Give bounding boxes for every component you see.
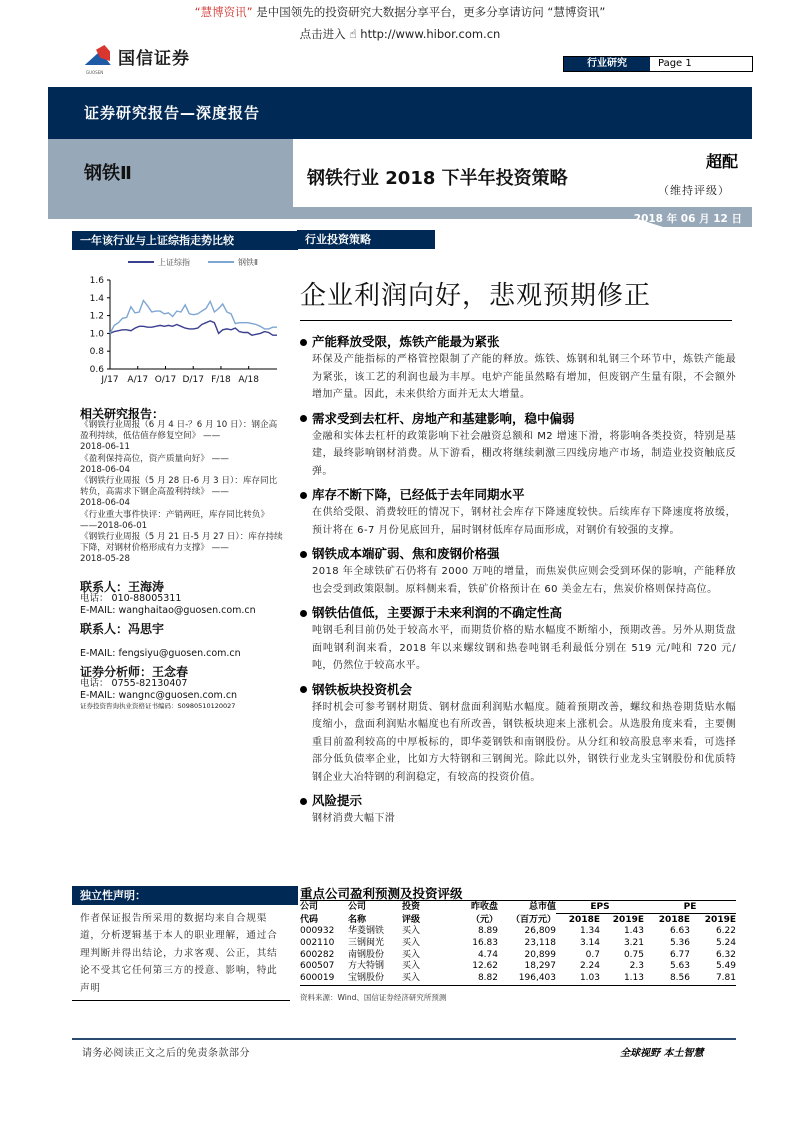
independence-text: 作者保证报告所采用的数据均来自合规渠道，分析逻辑基于本人的职业理解，通过合理判断并得出结论，力求客观、公正，其结论不受其它任何第三方的授意、影响，特此声明 [80, 913, 278, 994]
related-report[interactable]: 《钢铁行业周报（5 月 21 日-5 月 27 日）：库存持续下降，对钢材价格形成有力支撑》 —— 2018-05-28 [80, 532, 283, 565]
analyst-name: 证券分析师：王念春 [80, 665, 189, 680]
report-title: 钢铁行业 2018 下半年投资策略 [307, 168, 568, 189]
bullet-icon [300, 415, 307, 422]
pointer-hand-icon: ☝ [349, 27, 357, 41]
svg-text:0.8: 0.8 [89, 347, 104, 358]
key-point: 钢铁成本端矿弱、焦和废钢价格强 2018 年全球铁矿石仍将有 2000 万吨的增量，而焦炭供应则会受到环保的影响，产能释放也会受到政策限制。原料侧来看，铁矿价格预计在 60 美金左右，焦炭价格则保持高位。 [300, 545, 736, 598]
rating-note: （维持评级） [658, 184, 730, 197]
analyst-email[interactable]: E-MAIL: wangnc@guosen.com.cn [80, 689, 238, 701]
table-row: 000932 华菱钢铁 买入 8.89 26,809 1.34 1.43 6.63 6.22 [300, 926, 736, 936]
footer-slogan: 全球视野 本土智慧 [620, 1048, 704, 1059]
bullet-icon [300, 551, 307, 558]
contact-name: 联系人：王海涛 [80, 580, 165, 594]
key-point: 钢铁估值低，主要源于未来利润的不确定性高 吨钢毛利目前仍处于较高水平，而期货价格的贴水幅度不断缩小，预期改善。另外从期货盘面吨钢利润来看，2018 年以来螺纹钢和热卷吨钢毛利最低分别在 519 元/吨和 720 元/吨，仍然位于较高水平。 [300, 604, 736, 675]
table-title: 重点公司盈利预测及投资评级 [300, 886, 463, 901]
bullet-icon [300, 798, 307, 805]
promo-brand[interactable]: “慧博资讯” [194, 5, 253, 19]
svg-text:1.6: 1.6 [89, 276, 104, 286]
svg-text:J/17: J/17 [101, 375, 119, 385]
bullet-icon [300, 686, 307, 693]
trend-chart [72, 252, 290, 392]
guosen-logo-icon [86, 45, 112, 69]
footer-disclaimer: 请务必阅读正文之后的免责条款部分 [82, 1048, 250, 1059]
industry-panel [48, 139, 293, 207]
forecast-table: 公司 公司 投资 昨收盘 总市值 EPS PE 代码 名称 评级 （元） （百万元） 2018E 2019E 2018E 2019E 000932 华菱钢铁 买入 8.89 26,809 1.34 1.43 6.63 6.22 002110 三钢闽光 买入 16.83 23,118 3.14 3.21 5.36 5.24 600282 南钢股份 买入 4.74 20,899 0.7 0.75 6.77 6.32 600507 方大特钢 买入 12.62 18,297 2.24 2.3 5.63 5.49 600019 宝钢股份 买入 8.82 196,403 1.03 1.13 8.56 7.81 [300, 900, 736, 986]
related-reports-list [80, 420, 285, 566]
footer-rule [72, 1038, 736, 1040]
table-row: 600507 方大特钢 买入 12.62 18,297 2.24 2.3 5.63 5.49 [300, 961, 736, 972]
bullet-icon [300, 610, 307, 617]
promo-click-label: 点击进入 [299, 27, 346, 41]
key-point: 钢铁板块投资机会 择时机会可参考钢材期货、钢材盘面利润贴水幅度。随着预期改善，螺纹和热卷期货贴水幅度缩小，盘面利润贴水幅度也有所改善，钢铁板块迎来上涨机会。从选股角度来看，主要侧重目前盈利较高的中厚板标的，即华菱钢铁和南钢股份。从分红和较高股息率来看，可选择部分低负债率企业，比如方大特钢和三钢闽光。除此以外，钢铁行业龙头宝钢股份和优质特钢企业大冶特钢的利润稳定，有较高的投资价值。 [300, 681, 736, 787]
svg-text:A/18: A/18 [238, 375, 260, 385]
legend-steel: 钢铁Ⅱ [238, 258, 258, 267]
bullet-icon [300, 492, 307, 499]
key-points [300, 333, 736, 834]
svg-text:0.6: 0.6 [89, 365, 104, 375]
report-type-band [48, 87, 752, 139]
promo-text: 是中国领先的投资研究大数据分享平台，更多分享请访问 “慧博资讯” [252, 5, 606, 19]
key-point: 库存不断下降，已经低于去年同期水平 在供给受限、消费较旺的情况下，钢材社会库存下降速度较快。后续库存下降速度将放缓，预计将在 6-7 月份见底回升，届时钢材低库存局面形成，对钢价有较强的支撑。 [300, 486, 736, 539]
legend-sse: 上证综指 [158, 258, 190, 267]
svg-text:1.2: 1.2 [89, 311, 104, 322]
promo-url-link[interactable]: http://www.hibor.com.cn [360, 27, 501, 41]
contacts [80, 582, 290, 713]
svg-text:1.4: 1.4 [89, 293, 104, 304]
contact-email[interactable]: E-MAIL: wanghaitao@guosen.com.cn [80, 604, 256, 616]
page-indicator [563, 56, 753, 72]
related-report[interactable]: 《钢铁行业周报（6 月 4 日-？6 月 10 日）：钢企高盈利持续，低估值存修复空间》 —— 2018-06-11 [80, 420, 278, 453]
contact-phone: 电话： 010-88005311 [80, 593, 182, 605]
independence-title: 独立性声明： [72, 886, 298, 905]
independence-rule [72, 1000, 290, 1001]
related-report[interactable]: 《钢铁行业周报（5 月 28 日-6 月 3 日）：库存同比转负，高需求下钢企高盈利持续》 —— 2018-06-04 [80, 476, 278, 509]
svg-text:D/17: D/17 [182, 375, 204, 385]
promo-banner [0, 4, 800, 20]
table-row: 600282 南钢股份 买入 4.74 20,899 0.7 0.75 6.77 6.32 [300, 949, 736, 960]
contact-email[interactable]: E-MAIL: fengsiyu@guosen.com.cn [80, 647, 241, 659]
title-panel [293, 139, 752, 207]
related-report[interactable]: 《行业重大事件快评：产销两旺，库存同比转负》 ——2018-06-01 [80, 509, 270, 531]
key-point: 产能释放受限，炼铁产能最为紧张 环保及产能指标的严格管控限制了产能的释放。炼铁、炼钢和轧钢三个环节中，炼铁产能最为紧张，该工艺的利润也最为丰厚。电炉产能虽然略有增加，但废钢产生量有限，不会额外增加产量。因此，未来供给方面并无太大增量。 [300, 333, 736, 404]
logo-text: 国信证券 [118, 49, 190, 69]
analyst-phone: 电话： 0755-82130407 [80, 678, 188, 690]
table-row: 600019 宝钢股份 买入 8.82 196,403 1.03 1.13 8.56 7.81 [300, 973, 736, 985]
table-source: 资料来源：Wind、国信证券经济研究所预测 [300, 993, 447, 1002]
key-point: 风险提示 钢材消费大幅下滑 [300, 792, 736, 828]
contact-name: 联系人：冯思宇 [80, 622, 165, 637]
trend-chart-svg [72, 252, 290, 392]
company-logo [86, 44, 190, 69]
date-band-mask [48, 219, 608, 227]
page-number: Page 1 [658, 58, 692, 69]
svg-text:A/17: A/17 [127, 375, 149, 385]
bullet-icon [300, 339, 307, 346]
promo-link-line [0, 26, 800, 42]
headline-rule [300, 320, 732, 321]
headline: 企业利润向好，悲观预期修正 [300, 281, 652, 311]
section-label: 行业投资策略 [297, 230, 435, 249]
svg-text:1.0: 1.0 [89, 329, 104, 340]
rating: 超配 [705, 152, 738, 171]
related-reports-title: 相关研究报告： [80, 407, 165, 421]
report-category: 行业研究 [564, 57, 650, 71]
svg-text:O/17: O/17 [154, 375, 177, 385]
svg-text:F/18: F/18 [211, 375, 231, 385]
logo-subtext: GUOSEN [86, 70, 104, 75]
industry-name: 钢铁Ⅱ [84, 163, 132, 184]
report-type: 证券研究报告—深度报告 [84, 104, 261, 122]
report-date: 2018 年 06 月 12 日 [633, 213, 742, 225]
key-point: 需求受到去杠杆、房地产和基建影响，稳中偏弱 金融和实体去杠杆的政策影响下社会融资总额和 M2 增速下滑，将影响各类投资，特别是基建，最终影响钢材消费。从下游看，棚改将继续刺激三四线房地产市场，制造业投资触底反弹。 [300, 410, 736, 481]
chart-title: 一年该行业与上证综指走势比较 [72, 231, 298, 250]
related-report[interactable]: 《盈利保持高位，资产质量向好》 —— 2018-06-04 [80, 453, 229, 475]
table-row: 002110 三钢闽光 买入 16.83 23,118 3.14 3.21 5.36 5.24 [300, 937, 736, 948]
analyst-license: 证券投资咨询执业资格证书编码：S0980510120027 [80, 702, 236, 711]
